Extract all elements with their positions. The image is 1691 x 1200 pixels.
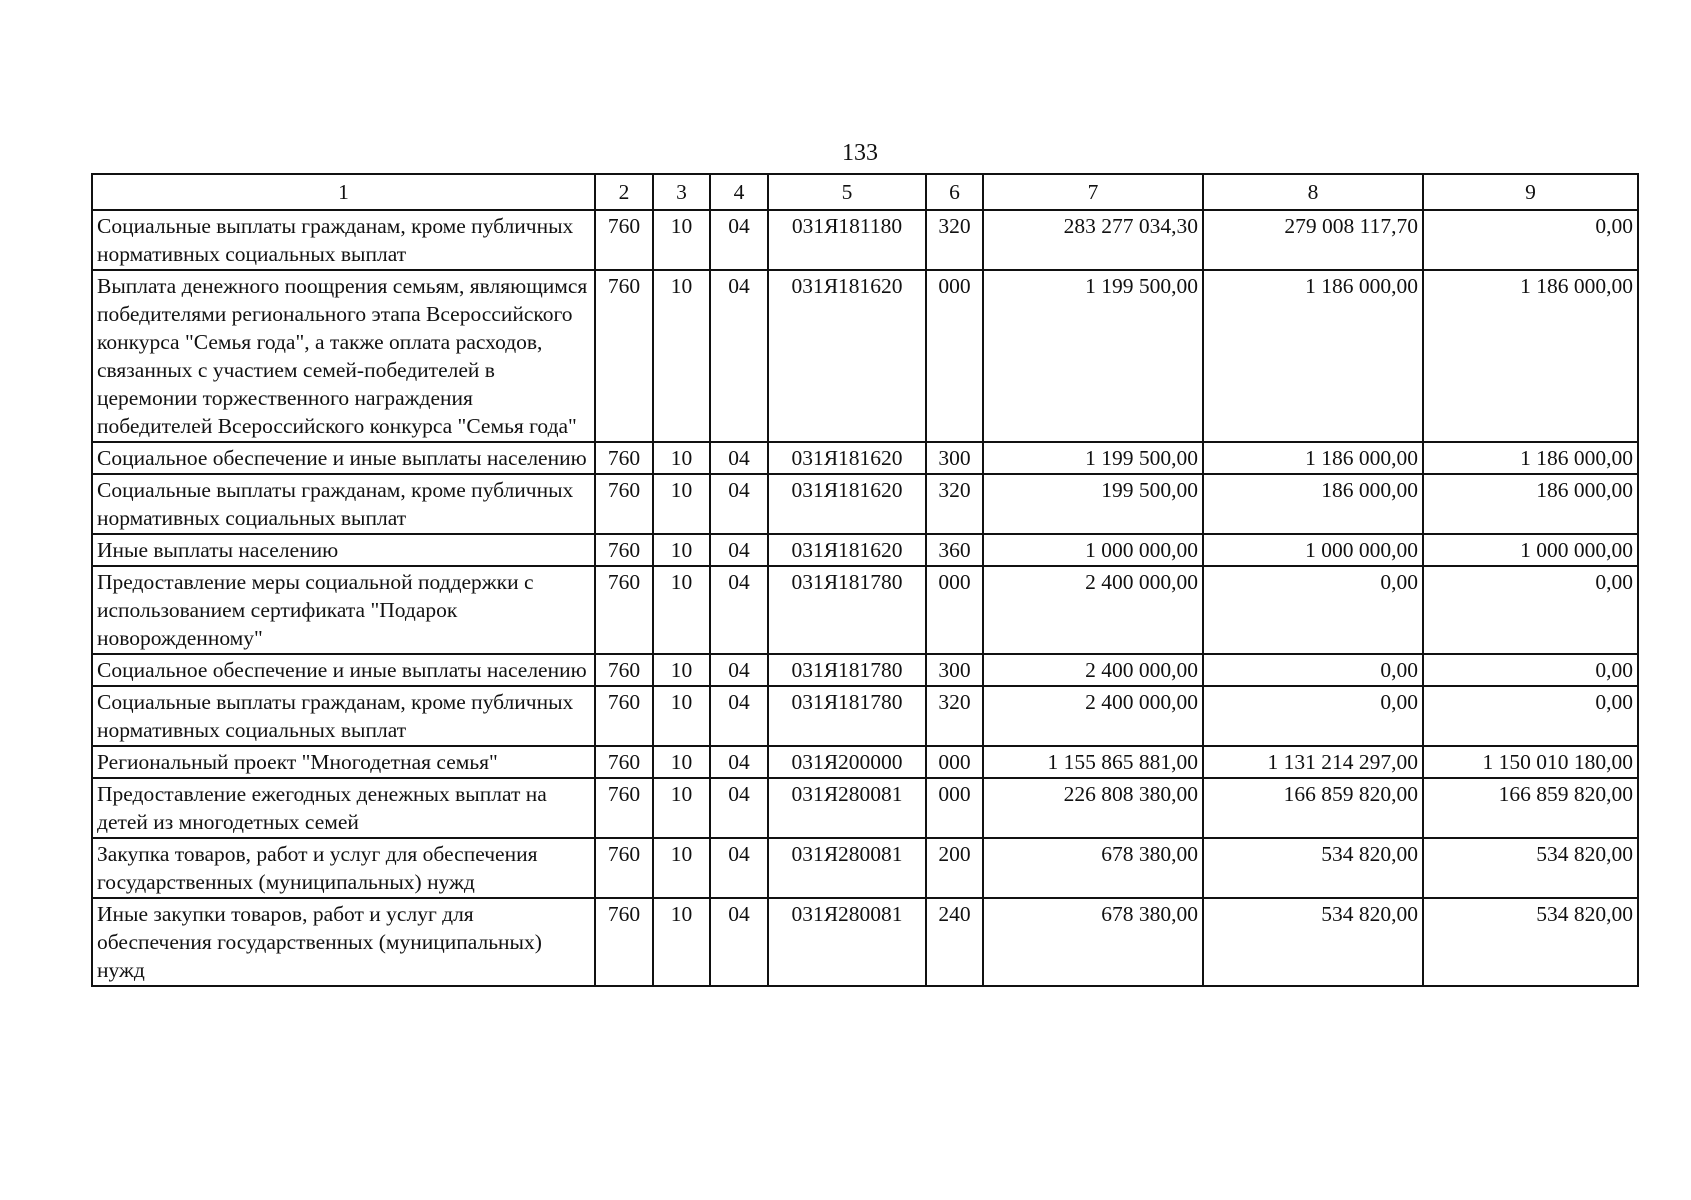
row-amount-9: 1 186 000,00 — [1423, 442, 1638, 474]
table-row — [92, 210, 1638, 270]
row-code-6: 000 — [926, 778, 983, 838]
row-code-3: 10 — [653, 534, 710, 566]
row-code-4: 04 — [710, 270, 768, 442]
table-row — [92, 442, 1638, 474]
row-code-5: 031Я181780 — [768, 686, 926, 746]
row-code-6: 000 — [926, 270, 983, 442]
row-code-3: 10 — [653, 654, 710, 686]
header-cell-5: 5 — [768, 174, 926, 210]
row-amount-7: 1 199 500,00 — [983, 442, 1203, 474]
table-row — [92, 686, 1638, 746]
page-number: 133 — [842, 140, 878, 166]
header-cell-8: 8 — [1203, 174, 1423, 210]
row-code-5: 031Я200000 — [768, 746, 926, 778]
row-amount-7: 678 380,00 — [983, 838, 1203, 898]
table-row — [92, 838, 1638, 898]
header-cell-2: 2 — [595, 174, 653, 210]
row-amount-9: 186 000,00 — [1423, 474, 1638, 534]
table-row — [92, 566, 1638, 654]
row-amount-7: 283 277 034,30 — [983, 210, 1203, 270]
row-code-4: 04 — [710, 566, 768, 654]
row-name: Социальные выплаты гражданам, кроме публичных нормативных социальных выплат — [92, 210, 595, 270]
row-code-3: 10 — [653, 686, 710, 746]
row-amount-9: 1 000 000,00 — [1423, 534, 1638, 566]
row-code-3: 10 — [653, 898, 710, 986]
row-code-3: 10 — [653, 566, 710, 654]
row-amount-9: 166 859 820,00 — [1423, 778, 1638, 838]
row-name: Иные закупки товаров, работ и услуг для обеспечения государственных (муниципальных) нужд — [92, 898, 595, 986]
row-code-2: 760 — [595, 654, 653, 686]
table-row — [92, 270, 1638, 442]
row-code-4: 04 — [710, 898, 768, 986]
row-code-6: 360 — [926, 534, 983, 566]
row-amount-7: 2 400 000,00 — [983, 654, 1203, 686]
row-name: Закупка товаров, работ и услуг для обеспечения государственных (муниципальных) нужд — [92, 838, 595, 898]
row-code-2: 760 — [595, 442, 653, 474]
header-cell-9: 9 — [1423, 174, 1638, 210]
row-amount-9: 0,00 — [1423, 566, 1638, 654]
row-code-4: 04 — [710, 838, 768, 898]
row-code-4: 04 — [710, 686, 768, 746]
row-code-2: 760 — [595, 898, 653, 986]
row-amount-7: 678 380,00 — [983, 898, 1203, 986]
row-code-4: 04 — [710, 746, 768, 778]
row-code-5: 031Я181620 — [768, 442, 926, 474]
row-code-6: 240 — [926, 898, 983, 986]
row-amount-8: 534 820,00 — [1203, 898, 1423, 986]
row-amount-8: 186 000,00 — [1203, 474, 1423, 534]
row-code-6: 000 — [926, 566, 983, 654]
header-cell-3: 3 — [653, 174, 710, 210]
row-code-5: 031Я280081 — [768, 898, 926, 986]
row-code-2: 760 — [595, 686, 653, 746]
row-name: Региональный проект "Многодетная семья" — [92, 746, 595, 778]
row-amount-8: 1 131 214 297,00 — [1203, 746, 1423, 778]
row-code-6: 320 — [926, 210, 983, 270]
row-code-3: 10 — [653, 270, 710, 442]
row-amount-7: 2 400 000,00 — [983, 686, 1203, 746]
row-code-6: 320 — [926, 474, 983, 534]
row-amount-8: 1 186 000,00 — [1203, 442, 1423, 474]
row-name: Социальное обеспечение и иные выплаты населению — [92, 442, 595, 474]
row-code-2: 760 — [595, 210, 653, 270]
row-code-3: 10 — [653, 474, 710, 534]
row-code-2: 760 — [595, 838, 653, 898]
row-code-3: 10 — [653, 210, 710, 270]
row-code-2: 760 — [595, 566, 653, 654]
row-code-5: 031Я280081 — [768, 838, 926, 898]
header-row — [92, 174, 1638, 210]
row-amount-9: 534 820,00 — [1423, 838, 1638, 898]
row-code-3: 10 — [653, 778, 710, 838]
table-row — [92, 654, 1638, 686]
row-code-5: 031Я181780 — [768, 654, 926, 686]
row-code-5: 031Я280081 — [768, 778, 926, 838]
table-row — [92, 898, 1638, 986]
row-name: Предоставление ежегодных денежных выплат на детей из многодетных семей — [92, 778, 595, 838]
row-code-5: 031Я181620 — [768, 474, 926, 534]
row-code-6: 000 — [926, 746, 983, 778]
row-amount-9: 1 150 010 180,00 — [1423, 746, 1638, 778]
row-name: Социальное обеспечение и иные выплаты населению — [92, 654, 595, 686]
row-code-6: 200 — [926, 838, 983, 898]
row-code-3: 10 — [653, 442, 710, 474]
row-amount-9: 1 186 000,00 — [1423, 270, 1638, 442]
row-code-4: 04 — [710, 534, 768, 566]
row-amount-7: 1 199 500,00 — [983, 270, 1203, 442]
row-amount-8: 1 000 000,00 — [1203, 534, 1423, 566]
row-amount-7: 1 155 865 881,00 — [983, 746, 1203, 778]
budget-table — [91, 173, 1639, 987]
header-cell-4: 4 — [710, 174, 768, 210]
row-code-6: 320 — [926, 686, 983, 746]
row-name: Социальные выплаты гражданам, кроме публичных нормативных социальных выплат — [92, 686, 595, 746]
row-amount-9: 0,00 — [1423, 654, 1638, 686]
row-name: Предоставление меры социальной поддержки с использованием сертификата "Подарок новорожденному" — [92, 566, 595, 654]
row-amount-8: 0,00 — [1203, 686, 1423, 746]
row-code-5: 031Я181180 — [768, 210, 926, 270]
row-code-4: 04 — [710, 778, 768, 838]
header-cell-6: 6 — [926, 174, 983, 210]
row-code-2: 760 — [595, 534, 653, 566]
row-code-4: 04 — [710, 654, 768, 686]
row-code-2: 760 — [595, 474, 653, 534]
row-amount-7: 226 808 380,00 — [983, 778, 1203, 838]
table-row — [92, 778, 1638, 838]
row-code-4: 04 — [710, 442, 768, 474]
row-code-3: 10 — [653, 746, 710, 778]
row-code-2: 760 — [595, 270, 653, 442]
table-row — [92, 474, 1638, 534]
row-amount-9: 534 820,00 — [1423, 898, 1638, 986]
row-code-3: 10 — [653, 838, 710, 898]
row-amount-7: 1 000 000,00 — [983, 534, 1203, 566]
row-amount-9: 0,00 — [1423, 686, 1638, 746]
row-code-2: 760 — [595, 746, 653, 778]
row-code-6: 300 — [926, 654, 983, 686]
row-code-5: 031Я181780 — [768, 566, 926, 654]
header-cell-1: 1 — [92, 174, 595, 210]
row-amount-7: 2 400 000,00 — [983, 566, 1203, 654]
table-row — [92, 746, 1638, 778]
row-amount-8: 0,00 — [1203, 654, 1423, 686]
row-code-2: 760 — [595, 778, 653, 838]
row-amount-9: 0,00 — [1423, 210, 1638, 270]
row-code-4: 04 — [710, 210, 768, 270]
row-amount-8: 534 820,00 — [1203, 838, 1423, 898]
row-name: Выплата денежного поощрения семьям, являющимся победителями регионального этапа Всероссийского конкурса "Семья года", а также оплата расходов, связанных с участием семей-победителей в церемонии торжественного награждения победителей Всероссийского конкурса "Семья года" — [92, 270, 595, 442]
row-code-5: 031Я181620 — [768, 534, 926, 566]
row-amount-8: 1 186 000,00 — [1203, 270, 1423, 442]
row-name: Иные выплаты населению — [92, 534, 595, 566]
table-row — [92, 534, 1638, 566]
row-amount-8: 166 859 820,00 — [1203, 778, 1423, 838]
row-amount-8: 0,00 — [1203, 566, 1423, 654]
row-name: Социальные выплаты гражданам, кроме публичных нормативных социальных выплат — [92, 474, 595, 534]
row-code-4: 04 — [710, 474, 768, 534]
row-amount-7: 199 500,00 — [983, 474, 1203, 534]
row-code-5: 031Я181620 — [768, 270, 926, 442]
row-code-6: 300 — [926, 442, 983, 474]
row-amount-8: 279 008 117,70 — [1203, 210, 1423, 270]
header-cell-7: 7 — [983, 174, 1203, 210]
